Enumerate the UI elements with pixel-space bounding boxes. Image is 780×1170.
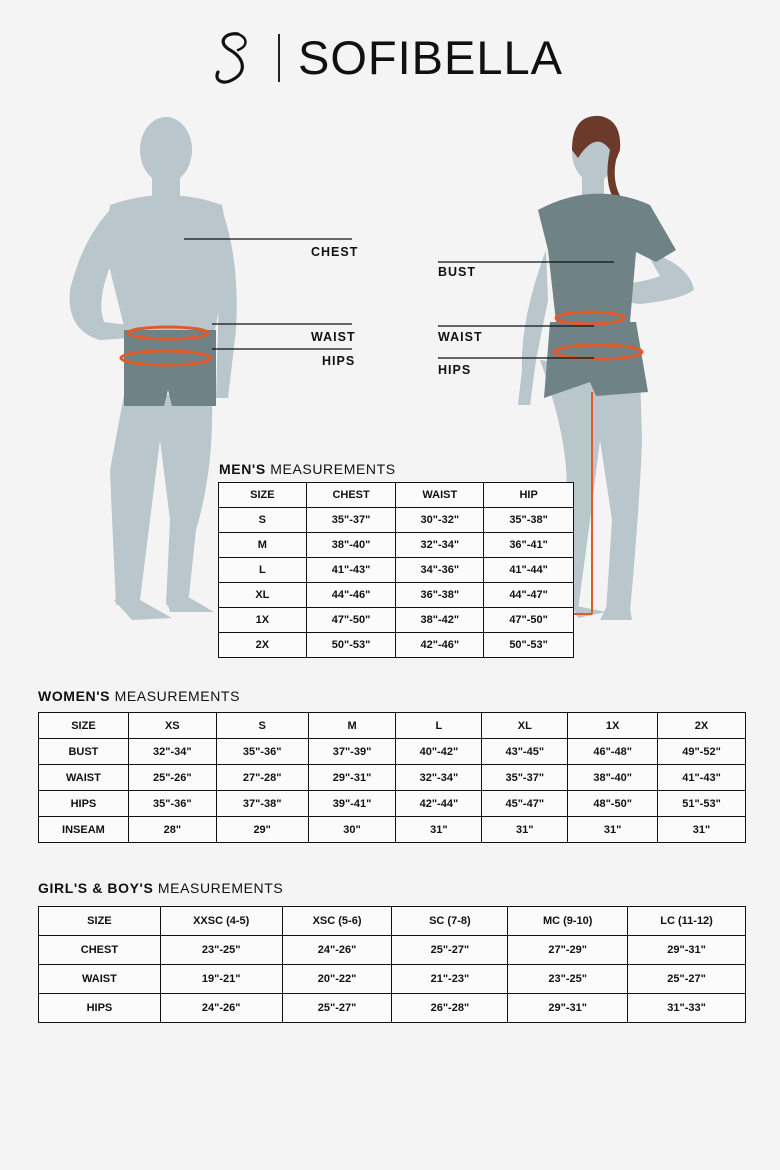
table-cell: 20"-22" [282,965,392,994]
table-cell: 39"-41" [308,791,396,817]
table-cell: 44"-47" [484,583,574,608]
table-cell: 45"-47" [482,791,568,817]
table-cell: 48"-50" [568,791,658,817]
table-cell: 35"-38" [484,508,574,533]
column-header: XS [128,713,216,739]
table-cell: 35"-37" [306,508,396,533]
row-label: 2X [219,633,307,658]
table-cell: 27"-28" [216,765,308,791]
table-row [219,558,574,583]
table-cell: 25"-27" [282,994,392,1023]
table-cell: 31" [396,817,482,843]
table-cell: 42"-44" [396,791,482,817]
row-label: M [219,533,307,558]
table-cell: 26"-28" [392,994,508,1023]
men-header-row [219,483,574,508]
column-header: SIZE [39,907,161,936]
table-row [219,608,574,633]
table-cell: 50"-53" [306,633,396,658]
table-cell: 36"-38" [396,583,484,608]
column-header: XXSC (4-5) [160,907,282,936]
column-header: SIZE [219,483,307,508]
table-cell: 41"-43" [658,765,746,791]
table-cell: 27"-29" [508,936,628,965]
women-hips-label: HIPS [438,363,472,377]
table-row [219,583,574,608]
row-label: L [219,558,307,583]
brand-logo-icon [208,28,268,88]
table-cell: 30"-32" [396,508,484,533]
row-label: HIPS [39,791,129,817]
female-top [538,194,676,322]
table-cell: 29" [216,817,308,843]
table-row [219,633,574,658]
table-cell: 23"-25" [160,936,282,965]
brand-name: SOFIBELLA [298,31,563,84]
column-header: M [308,713,396,739]
column-header: LC (11-12) [628,907,746,936]
table-cell: 29"-31" [508,994,628,1023]
column-header: 2X [658,713,746,739]
table-cell: 40"-42" [396,739,482,765]
row-label: BUST [39,739,129,765]
table-cell: 36"-41" [484,533,574,558]
table-row [39,936,746,965]
table-cell: 21"-23" [392,965,508,994]
table-cell: 24"-26" [282,936,392,965]
table-cell: 24"-26" [160,994,282,1023]
table-cell: 23"-25" [508,965,628,994]
column-header: XSC (5-6) [282,907,392,936]
column-header: SIZE [39,713,129,739]
column-header: WAIST [396,483,484,508]
table-cell: 35"-36" [128,791,216,817]
table-cell: 28" [128,817,216,843]
column-header: CHEST [306,483,396,508]
table-cell: 30" [308,817,396,843]
table-cell: 38"-40" [306,533,396,558]
table-cell: 46"-48" [568,739,658,765]
column-header: S [216,713,308,739]
column-header: XL [482,713,568,739]
table-cell: 29"-31" [308,765,396,791]
row-label: CHEST [39,936,161,965]
table-cell: 35"-36" [216,739,308,765]
table-cell: 38"-40" [568,765,658,791]
table-cell: 41"-43" [306,558,396,583]
table-cell: 25"-27" [392,936,508,965]
row-label: HIPS [39,994,161,1023]
table-row [219,508,574,533]
male-shorts [124,330,216,406]
table-row [39,817,746,843]
column-header: MC (9-10) [508,907,628,936]
men-size-table [218,482,574,658]
column-header: HIP [484,483,574,508]
table-cell: 31" [658,817,746,843]
table-cell: 49"-52" [658,739,746,765]
table-cell: 44"-46" [306,583,396,608]
men-table-title: MEN'S MEASUREMENTS [219,461,396,477]
row-label: S [219,508,307,533]
kids-size-table [38,906,746,1023]
table-cell: 51"-53" [658,791,746,817]
row-label: WAIST [39,765,129,791]
table-cell: 34"-36" [396,558,484,583]
table-row [39,791,746,817]
kids-header-row [39,907,746,936]
column-header: 1X [568,713,658,739]
logo-divider [278,34,280,82]
table-cell: 32"-34" [396,765,482,791]
row-label: 1X [219,608,307,633]
women-bust-label: BUST [438,265,477,279]
table-cell: 32"-34" [128,739,216,765]
row-label: INSEAM [39,817,129,843]
row-label: WAIST [39,965,161,994]
table-cell: 32"-34" [396,533,484,558]
table-cell: 31" [482,817,568,843]
row-label: XL [219,583,307,608]
table-cell: 25"-26" [128,765,216,791]
table-cell: 31"-33" [628,994,746,1023]
kids-table-title: GIRL'S & BOY'S MEASUREMENTS [38,880,284,896]
women-size-table [38,712,746,843]
table-cell: 37"-39" [308,739,396,765]
table-cell: 47"-50" [306,608,396,633]
table-row [39,739,746,765]
table-cell: 47"-50" [484,608,574,633]
table-cell: 38"-42" [396,608,484,633]
men-waist-label: WAIST [311,330,356,344]
table-cell: 29"-31" [628,936,746,965]
women-header-row [39,713,746,739]
table-cell: 31" [568,817,658,843]
table-cell: 42"-46" [396,633,484,658]
men-hips-label: HIPS [322,354,356,368]
table-cell: 25"-27" [628,965,746,994]
column-header: L [396,713,482,739]
table-row [39,965,746,994]
table-cell: 19"-21" [160,965,282,994]
table-cell: 43"-45" [482,739,568,765]
table-row [39,765,746,791]
women-table-title: WOMEN'S MEASUREMENTS [38,688,241,704]
table-cell: 35"-37" [482,765,568,791]
table-cell: 37"-38" [216,791,308,817]
men-chest-label: CHEST [311,245,359,259]
women-waist-label: WAIST [438,330,483,344]
column-header: SC (7-8) [392,907,508,936]
table-row [39,994,746,1023]
table-row [219,533,574,558]
table-cell: 41"-44" [484,558,574,583]
table-cell: 50"-53" [484,633,574,658]
